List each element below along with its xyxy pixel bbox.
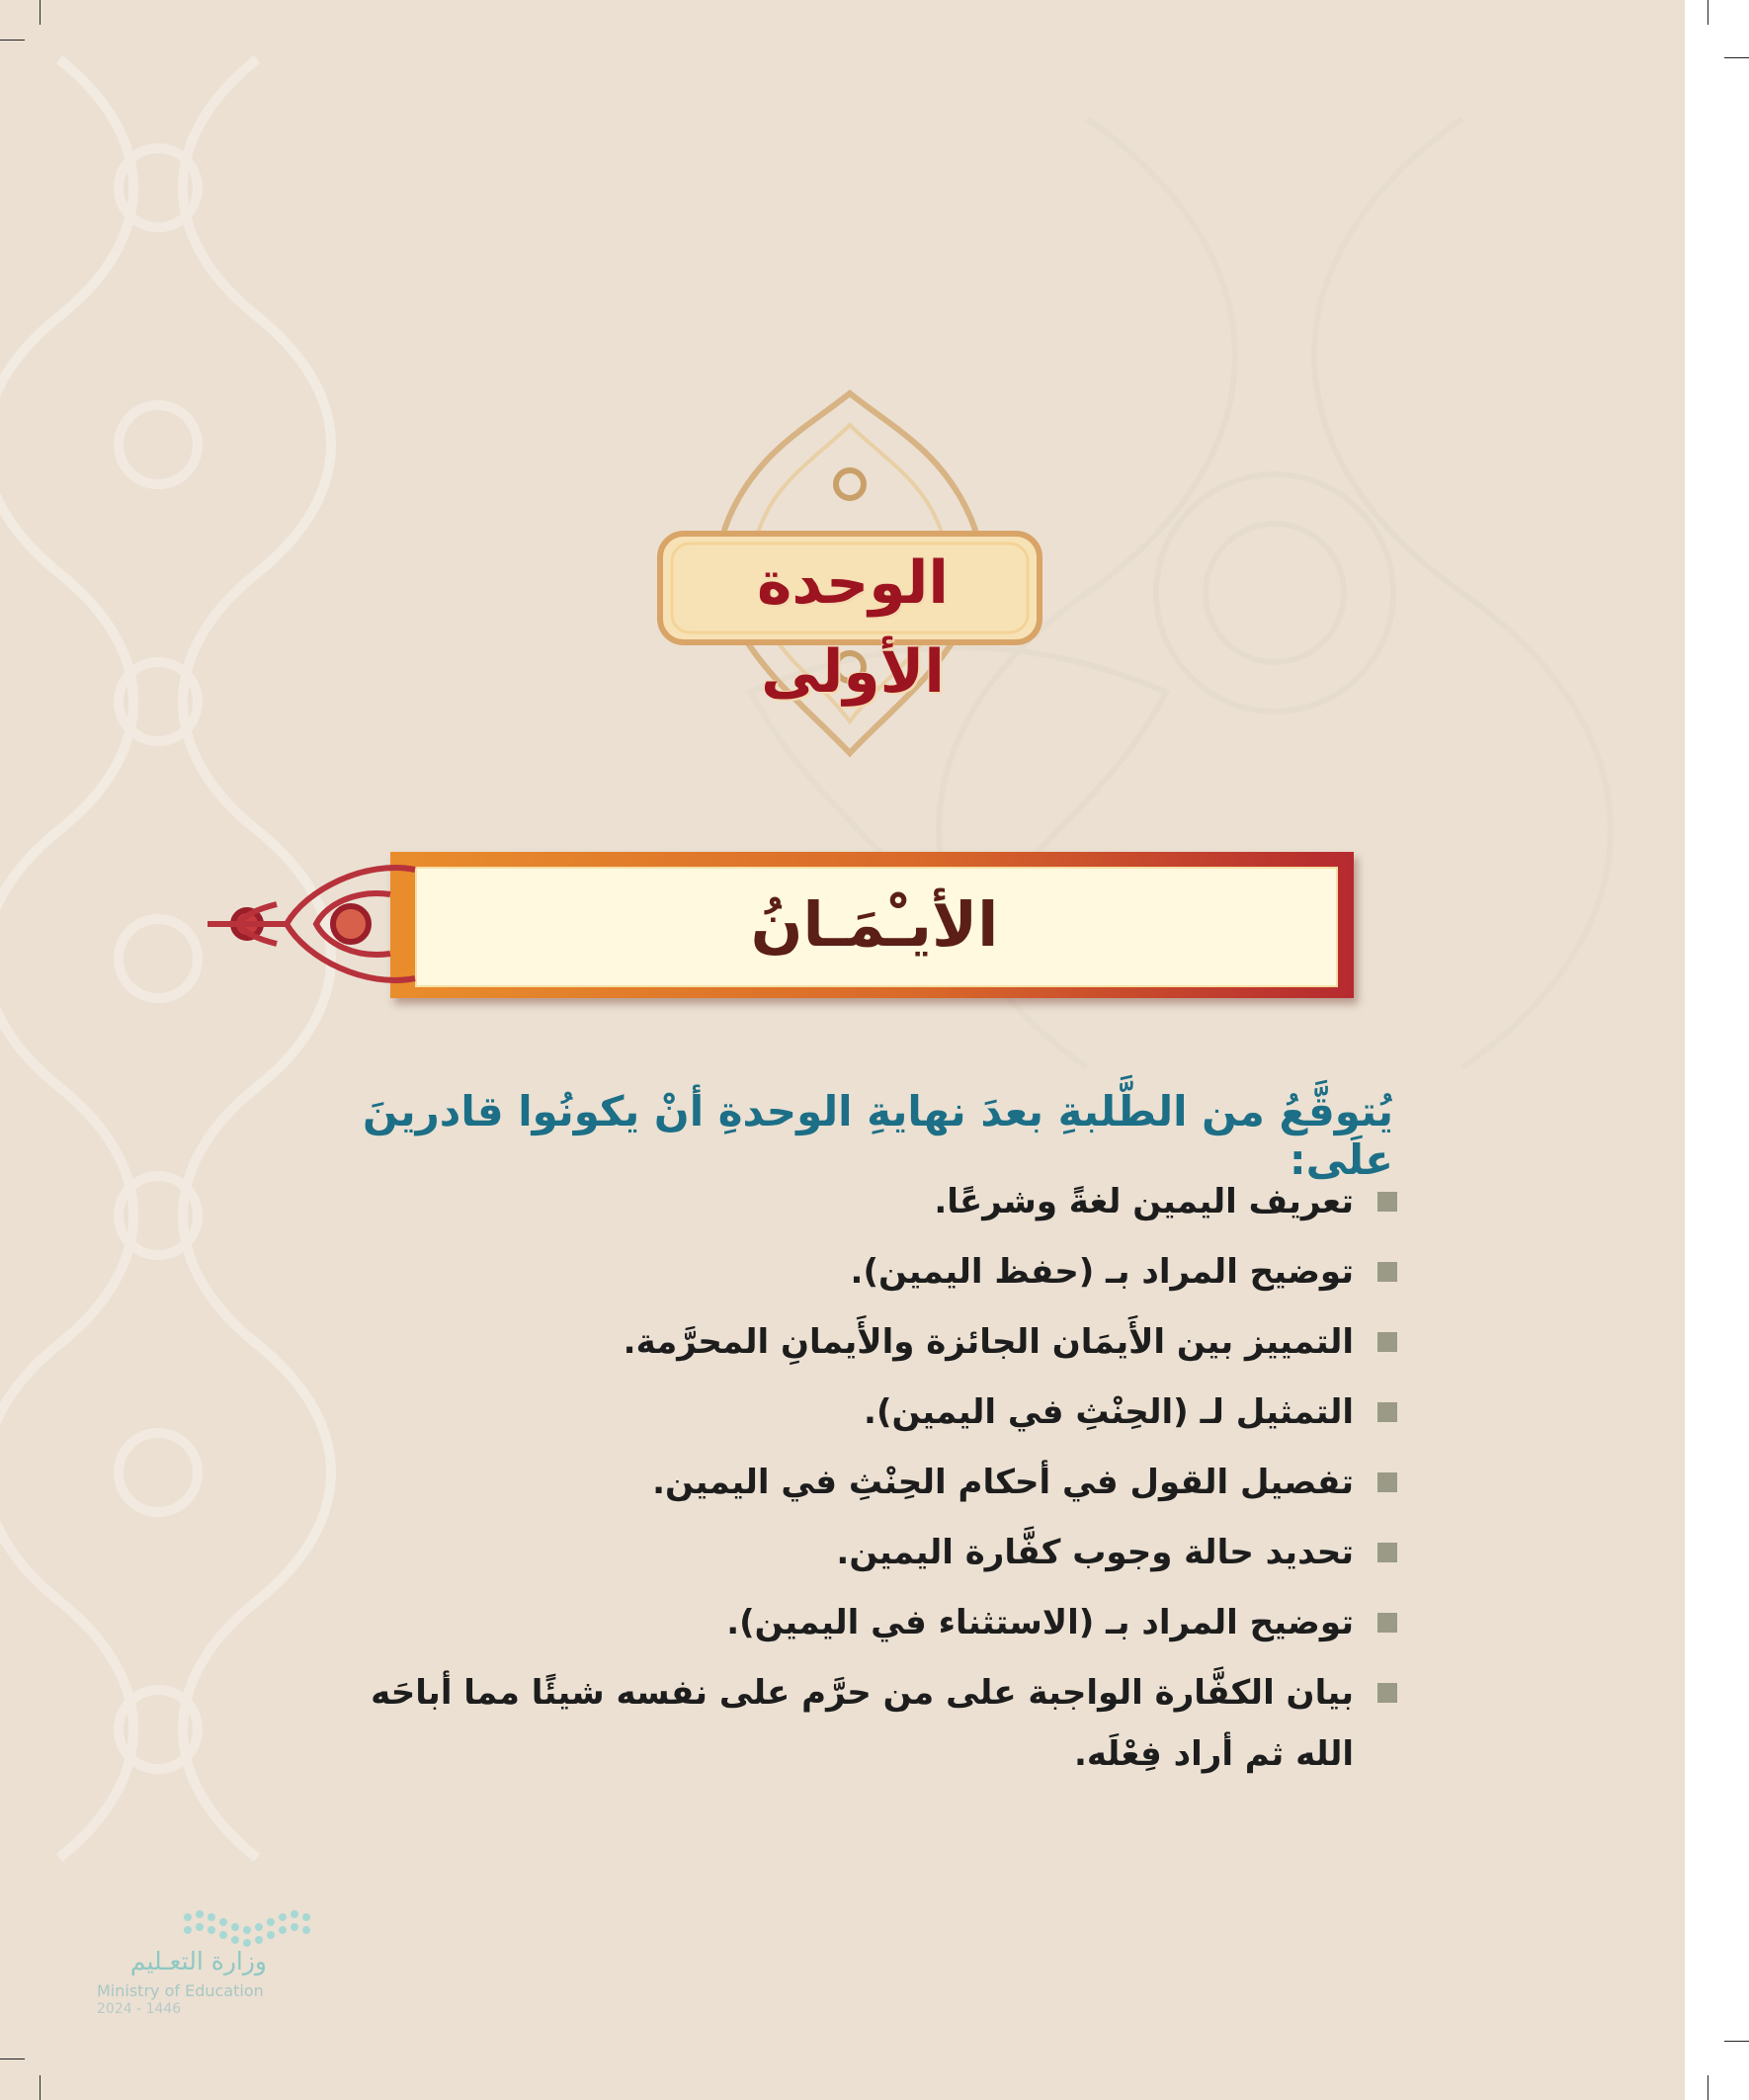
crop-mark [1724,2041,1749,2042]
crop-mark [1724,57,1749,58]
objective-item [336,1241,1403,1302]
lesson-banner-ornament [188,850,425,998]
ministry-name-arabic: وزارة التعـليم [129,1947,267,1975]
square-bullet-icon [1377,1262,1397,1282]
objective-item [336,1452,1403,1513]
objective-text: تفصيل القول في أحكام الحِنْثِ في اليمين. [652,1463,1354,1502]
ministry-logo-icon [89,1892,326,2060]
objective-item [336,1311,1403,1373]
square-bullet-icon [1377,1402,1397,1422]
objective-item [336,1522,1403,1583]
crop-mark [40,0,41,25]
square-bullet-icon [1377,1543,1397,1562]
objective-text: التمثيل لـ (الحِنْثِ في اليمين). [864,1392,1354,1432]
objective-item [336,1382,1403,1443]
lesson-title: الأيـْمَـانُ [750,888,999,961]
objective-text: بيان الكفَّارة الواجبة على من حرَّم على نفسه شيئًا مما أباحَه الله ثم أراد فِعْلَه. [371,1673,1354,1774]
objective-text: توضيح المراد بـ (حفظ اليمين). [850,1252,1354,1292]
objectives-intro: يُتوقَّعُ من الطَّلبةِ بعدَ نهايةِ الوحدةِ أنْ يكونُوا قادرينَ علَى: [363,1087,1393,1184]
crop-mark [1707,2075,1708,2100]
objective-item [336,1662,1403,1785]
crop-mark [1707,0,1708,25]
crop-mark [0,40,25,41]
square-bullet-icon [1377,1472,1397,1492]
objective-text: تعريف اليمين لغةً وشرعًا. [934,1182,1354,1221]
crop-mark [0,2058,25,2059]
square-bullet-icon [1377,1192,1397,1212]
objective-item [336,1592,1403,1653]
square-bullet-icon [1377,1613,1397,1633]
objective-text: تحديد حالة وجوب كفَّارة اليمين. [836,1533,1354,1572]
square-bullet-icon [1377,1683,1397,1703]
objective-item [336,1171,1403,1232]
objective-text: التمييز بين الأَيمَان الجائزة والأَيمانِ المحرَّمة. [623,1322,1354,1362]
ministry-year: 2024 - 1446 [97,2001,182,2017]
crop-mark [40,2075,41,2100]
square-bullet-icon [1377,1332,1397,1352]
objectives-list [336,1171,1403,1794]
unit-title: الوحدة الأولى [756,548,950,707]
objective-text: توضيح المراد بـ (الاستثناء في اليمين). [726,1603,1354,1642]
ministry-name-english: Ministry of Education [97,1981,264,2000]
